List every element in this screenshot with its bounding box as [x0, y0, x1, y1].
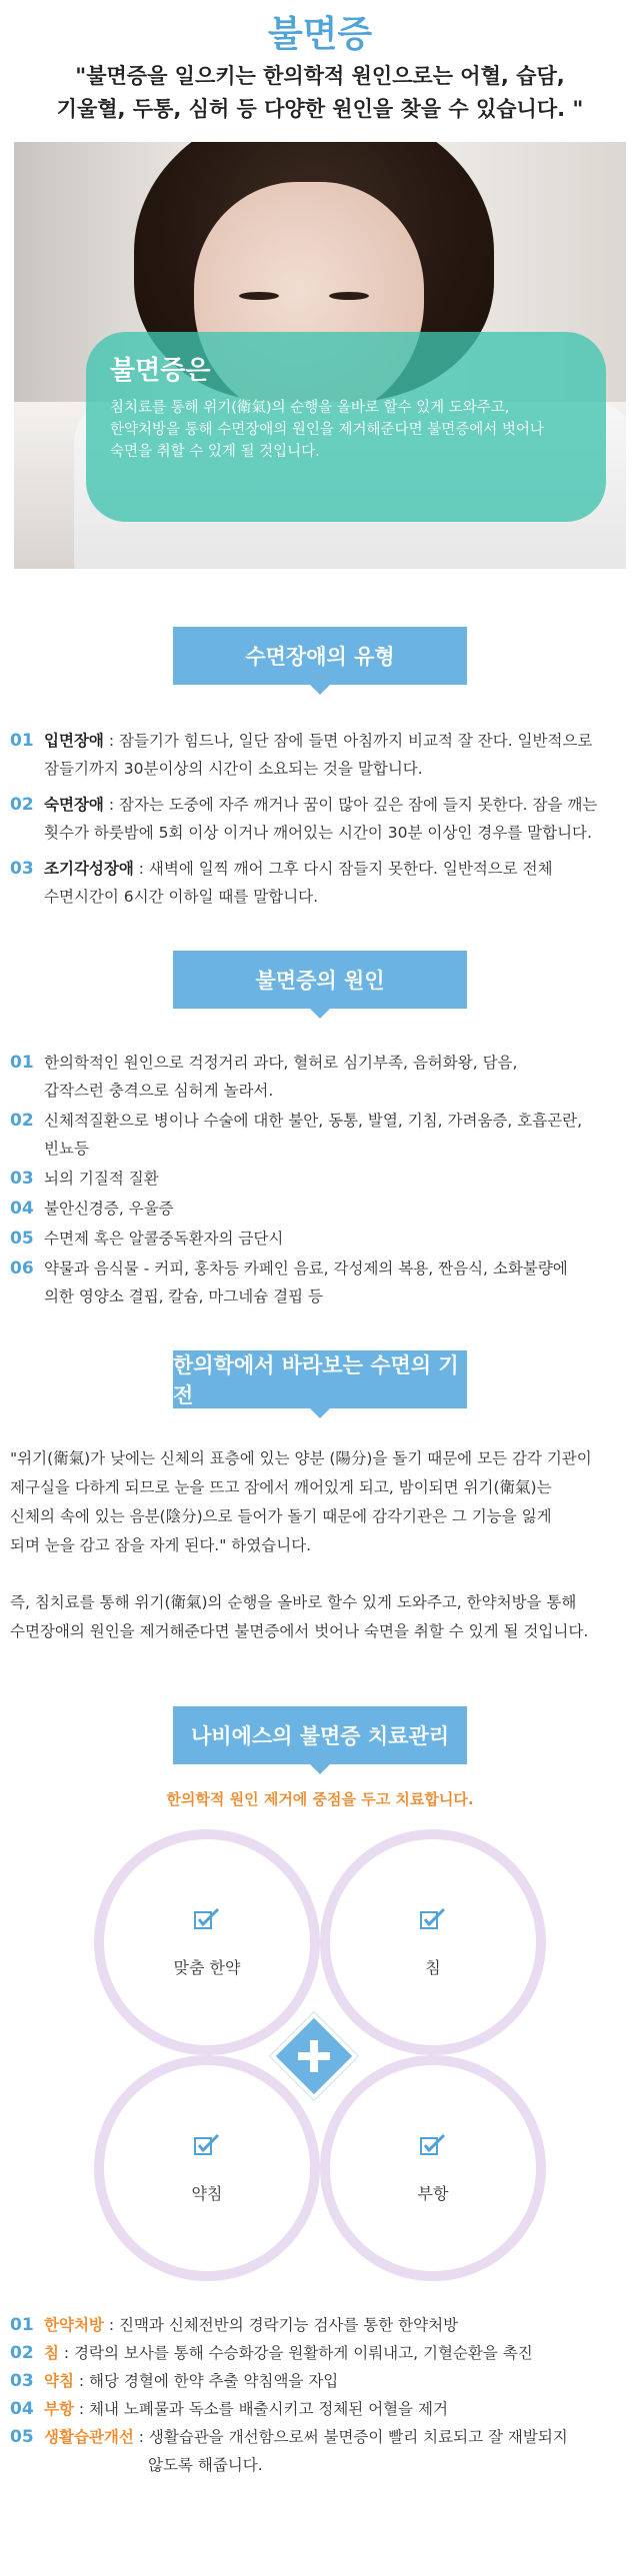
item-term: 생활습관개선 [44, 2428, 134, 2446]
section-heading-types: 수면장애의 유형 [173, 627, 467, 685]
item-number: 02 [10, 795, 34, 815]
check-icon [194, 1907, 220, 1929]
list-item [10, 2311, 630, 2339]
list-item [10, 1049, 630, 1105]
circle-pharmacopuncture [94, 2055, 320, 2281]
item-term: 한약처방 [44, 2316, 104, 2334]
item-text: : 진맥과 신체전반의 경락기능 검사를 통한 한약처방 [103, 2316, 459, 2334]
circle-label: 맞춤 한약 [173, 1957, 241, 1977]
hero-eye-right [329, 292, 369, 300]
item-number: 04 [10, 2399, 34, 2419]
item-text: 수면제 혹은 알콜중독환자의 금단시 [44, 1230, 284, 1248]
item-text: : 새벽에 일찍 깨어 그후 다시 잠들지 못한다. 일반적으로 전체 [133, 860, 553, 878]
item-number: 03 [10, 1169, 34, 1189]
hero-box-text [110, 397, 582, 463]
mechanism-p2-line: 수면장애의 원인을 제거해준다면 불면증에서 벗어나 숙면을 취할 수 있게 될 것입니다. [10, 1622, 589, 1640]
hero-box-text-line-2: 한약처방을 통해 수면장애의 원인을 제거해준다면 불면증에서 벗어나 [110, 422, 544, 438]
hero-eye-left [239, 292, 279, 300]
plus-icon [294, 2036, 334, 2076]
item-text: : 잠자는 도중에 자주 깨거나 꿈이 많아 깊은 잠에 들지 못한다. 잠을 깨는 [103, 796, 598, 814]
item-text-cont: 횟수가 하룻밤에 5회 이상 이거나 깨어있는 시간이 30분 이상인 경우를 말합니다. [44, 824, 592, 842]
list-item [10, 2423, 630, 2479]
item-term: 침 [44, 2344, 59, 2362]
treatment-tagline: 한의학적 원인 제거에 중점을 두고 치료합니다. [166, 1790, 474, 1808]
item-text-cont: 의한 영양소 결핍, 칼슘, 마그네슘 결핍 등 [44, 1288, 323, 1305]
circle-cupping [320, 2055, 546, 2281]
item-term: 조기각성장애 [44, 860, 134, 878]
page-title: 불면증 [267, 14, 373, 55]
hero-image [14, 142, 626, 569]
item-text-cont: 빈뇨등 [44, 1140, 89, 1158]
causes-list [0, 1049, 640, 1310]
circle-label: 부항 [417, 2183, 449, 2203]
mechanism-p2-line: 즉, 침치료를 통해 위기(衛氣)의 순행을 올바로 할수 있게 도와주고, 한약처방을 통해 [10, 1593, 577, 1611]
item-number: 04 [10, 1199, 34, 1219]
item-number: 05 [10, 2427, 34, 2447]
item-text: : 잠들기가 힘드나, 일단 잠에 들면 아침까지 비교적 잘 잔다. 일반적으로 [103, 732, 593, 750]
check-icon [194, 2133, 220, 2155]
item-number: 02 [10, 2343, 34, 2363]
section-heading-causes: 불면증의 원인 [173, 951, 467, 1009]
mechanism-paragraph-2 [0, 1588, 640, 1646]
mechanism-p1-line: 제구실을 다하게 되므로 눈을 뜨고 잠에서 깨어있게 되고, 밤이되면 위기(衛氣)는 [10, 1478, 552, 1496]
item-text: : 경락의 보사를 통해 수승화강을 원활하게 이뤄내고, 기혈순환을 촉진 [58, 2344, 533, 2362]
item-text: 약물과 음식물 - 커피, 홍차등 카페인 음료, 각성제의 복용, 짠음식, 소화불량에 [44, 1260, 568, 1278]
section-heading-treatment: 나비에스의 불면증 치료관리 [173, 1706, 467, 1764]
item-number: 03 [10, 859, 34, 879]
item-text-cont: 수면시간이 6시간 이하일 때를 말합니다. [44, 888, 319, 906]
mechanism-p1-line: 되며 눈을 감고 잠을 자게 된다." 하였습니다. [10, 1536, 312, 1554]
hero-box-title: 불면증은 [110, 356, 211, 386]
item-number: 05 [10, 1229, 34, 1249]
item-term: 입면장애 [44, 732, 104, 750]
check-icon [420, 2133, 446, 2155]
circle-acupuncture [320, 1829, 546, 2055]
item-term: 약침 [44, 2372, 74, 2390]
mechanism-p1-line: 신체의 속에 있는 음분(陰分)으로 들어가 돌기 때문에 감각기관은 그 기능을 잃게 [10, 1507, 552, 1525]
list-item [10, 2395, 630, 2423]
item-text: : 생활습관을 개선함으로써 불면증이 빨리 치료되고 잘 재발되지 [133, 2428, 568, 2446]
check-icon [420, 1907, 446, 1929]
list-item [10, 727, 630, 783]
item-text-cont: 갑작스런 충격으로 심허게 놀라서. [44, 1082, 274, 1100]
item-text: : 체내 노폐물과 독소를 배출시키고 정체된 어혈을 제거 [73, 2400, 448, 2418]
item-text: 뇌의 기질적 질환 [44, 1170, 159, 1188]
list-item [10, 1107, 630, 1163]
list-item [10, 1225, 630, 1253]
list-item [10, 1165, 630, 1193]
item-text: : 해당 경혈에 한약 추출 약침액을 자입 [73, 2372, 339, 2390]
mechanism-paragraph-1 [0, 1444, 640, 1560]
item-number: 03 [10, 2371, 34, 2391]
item-text: 신체적질환으로 병이나 수술에 대한 불안, 동통, 발열, 기침, 가려움증, 호흡곤란, [44, 1112, 583, 1130]
circle-herbal-medicine [94, 1829, 320, 2055]
item-number: 06 [10, 1259, 34, 1279]
item-number: 01 [10, 2315, 34, 2335]
subtitle-line-1: "불면증을 일으키는 한의학적 원인으로는 어혈, 습담, [75, 64, 565, 88]
list-item [10, 1255, 630, 1310]
treatment-circles [0, 1829, 640, 2289]
list-item [10, 855, 630, 911]
item-text: 불안신경증, 우울증 [44, 1200, 174, 1218]
hero-text-box [86, 332, 606, 522]
hero-box-text-line-3: 숙면을 취할 수 있게 될 것입니다. [110, 444, 320, 460]
treatment-list [0, 2311, 640, 2479]
item-term: 부항 [44, 2400, 74, 2418]
item-number: 02 [10, 1111, 34, 1131]
list-item [10, 2339, 630, 2367]
list-item [10, 1195, 630, 1223]
section-heading-mechanism: 한의학에서 바라보는 수면의 기전 [173, 1350, 467, 1408]
item-text-cont: 않도록 해줍니다. [148, 2456, 263, 2474]
circle-label: 침 [425, 1957, 441, 1977]
item-number: 01 [10, 1053, 34, 1073]
mechanism-p1-line: "위기(衛氣)가 낮에는 신체의 표층에 있는 양분 (陽分)을 돌기 때문에 모든 감각 기관이 [10, 1449, 592, 1467]
item-text-cont: 잠들기까지 30분이상의 시간이 소요되는 것을 말합니다. [44, 760, 423, 778]
item-text: 한의학적인 원인으로 걱정거리 과다, 혈허로 심기부족, 음허화왕, 담음, [44, 1054, 518, 1072]
subtitle-line-2: 기울혈, 두통, 심허 등 다양한 원인을 찾을 수 있습니다. " [56, 97, 584, 121]
circle-label: 약침 [191, 2183, 223, 2203]
item-number: 01 [10, 731, 34, 751]
hero-box-text-line-1: 침치료를 통해 위기(衛氣)의 순행을 올바로 할수 있게 도와주고, [110, 400, 510, 416]
item-term: 숙면장애 [44, 796, 104, 814]
list-item [10, 791, 630, 847]
page-subtitle [0, 60, 640, 126]
types-list [0, 727, 640, 911]
list-item [10, 2367, 630, 2395]
